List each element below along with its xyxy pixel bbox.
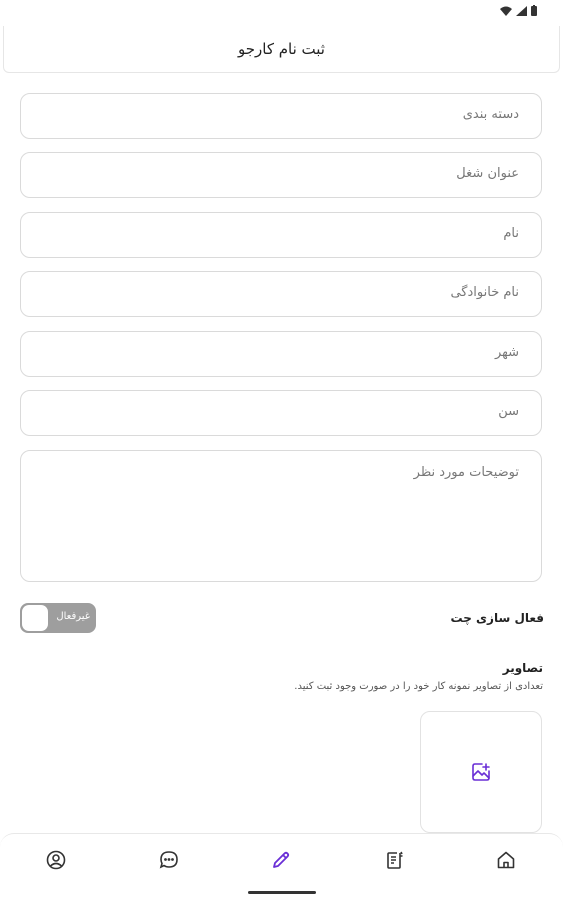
chat-activation-label: فعال سازی چت bbox=[450, 611, 544, 625]
chat-toggle[interactable] bbox=[20, 603, 96, 633]
app-header bbox=[3, 26, 560, 73]
nav-listings[interactable] bbox=[383, 848, 407, 872]
description-placeholder: توضیحات مورد نظر bbox=[413, 465, 519, 480]
first-name-field[interactable] bbox=[20, 212, 542, 258]
images-title: تصاویر bbox=[502, 661, 543, 675]
job-title-field[interactable] bbox=[20, 152, 542, 198]
add-image-button[interactable] bbox=[420, 711, 542, 833]
add-image-icon bbox=[471, 762, 491, 782]
bottom-navigation bbox=[0, 833, 563, 900]
signal-icon bbox=[516, 6, 527, 16]
age-field[interactable] bbox=[20, 390, 542, 436]
first-name-placeholder: نام bbox=[503, 226, 519, 241]
status-icons bbox=[500, 5, 537, 16]
home-indicator bbox=[248, 891, 316, 894]
category-field[interactable] bbox=[20, 93, 542, 139]
pencil-icon bbox=[271, 850, 291, 870]
profile-icon bbox=[46, 850, 66, 870]
category-placeholder: دسته بندی bbox=[462, 107, 519, 122]
nav-chat[interactable] bbox=[157, 848, 181, 872]
city-field[interactable] bbox=[20, 331, 542, 377]
battery-icon bbox=[531, 5, 537, 16]
images-subtitle: تعدادی از تصاویر نمونه کار خود را در صورت وجود ثبت کنید. bbox=[294, 681, 543, 692]
chat-activation-row bbox=[20, 603, 544, 633]
age-placeholder: سن bbox=[498, 404, 519, 419]
toggle-knob bbox=[22, 605, 48, 631]
wifi-icon bbox=[500, 6, 512, 16]
status-bar bbox=[0, 0, 563, 24]
chat-icon bbox=[159, 850, 179, 870]
toggle-state-label: غیرفعال bbox=[56, 611, 90, 622]
last-name-field[interactable] bbox=[20, 271, 542, 317]
description-textarea[interactable] bbox=[20, 450, 542, 582]
last-name-placeholder: نام خانوادگی bbox=[450, 285, 519, 300]
home-icon bbox=[496, 850, 516, 870]
city-placeholder: شهر bbox=[494, 345, 519, 360]
job-title-placeholder: عنوان شغل bbox=[456, 166, 519, 181]
nav-register[interactable] bbox=[269, 848, 293, 872]
nav-profile[interactable] bbox=[44, 848, 68, 872]
page-title: ثبت نام کارجو bbox=[238, 40, 325, 58]
document-list-icon bbox=[385, 850, 405, 870]
nav-home[interactable] bbox=[494, 848, 518, 872]
